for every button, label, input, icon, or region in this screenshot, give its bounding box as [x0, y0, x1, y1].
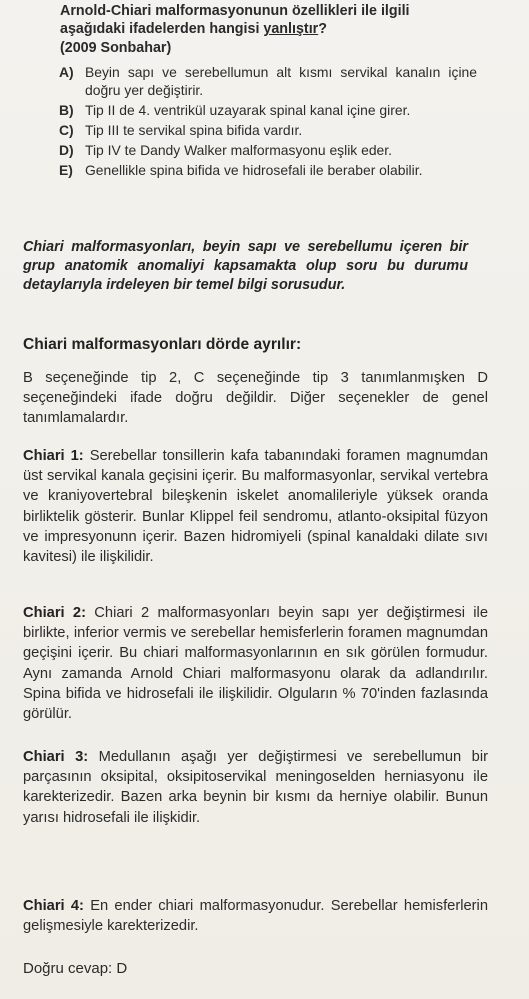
option-d	[59, 141, 477, 159]
question-mark: ?	[318, 21, 327, 37]
chiari-3-paragraph	[23, 747, 488, 828]
chiari-4-text: En ender chiari malformasyonudur. Serebellar hemisferlerin gelişmesiyle karekterizedir.	[23, 898, 488, 935]
question-stem: Arnold-Chiari malformasyonunun özellikleri ile ilgili aşağıdaki ifadelerden hangisi	[60, 3, 410, 37]
option-e	[59, 161, 477, 179]
option-letter: D)	[59, 142, 74, 158]
option-letter: C)	[59, 122, 74, 138]
option-text: Tip II de 4. ventrikül uzayarak spinal kanal içine girer.	[85, 102, 411, 118]
chiari-3-text: Medullanın aşağı yer değiştirmesi ve serebellumun bir parçasının oksipital, oksipitoservikal meningoselden herniasyonu ile karekterizedir. Bazen arka beynin bir kısmı da herniye olabilir. Bunun yarısı hidrosefali ile ilişkidir.	[23, 749, 488, 826]
question-text	[60, 2, 475, 38]
option-letter: B)	[59, 102, 74, 118]
option-text: Beyin sapı ve serebellumun alt kısmı servikal kanalın içine doğru yer değiştirir.	[85, 64, 477, 98]
chiari-2-text: Chiari 2 malformasyonları beyin sapı yer değiştirmesi ile birlikte, inferior vermis ve serebellar hemisferlerin foramen magnumdan geçişini içerir. Bu chiari malformasyonlarının en sık görülen formudur. Aynı zamanda Arnold Chiari malformasyonu olarak da adlandırılır. Spina bifida ve hidrosefali ile ilişkilidir. Olguların % 70'inden fazlasında görülür.	[23, 605, 488, 723]
option-text: Tip III te servikal spina bifida vardır.	[85, 122, 303, 138]
option-letter: E)	[59, 162, 73, 178]
bleed-through-text	[8, 5, 56, 125]
option-letter: A)	[59, 64, 74, 80]
chiari-2-paragraph	[23, 603, 488, 724]
section-title: Chiari malformasyonları dörde ayrılır:	[23, 336, 302, 353]
chiari-1-label: Chiari 1:	[23, 448, 84, 464]
option-a	[59, 63, 477, 99]
correct-answer: Doğru cevap: D	[23, 960, 128, 977]
option-b	[59, 101, 477, 119]
question-source: (2009 Sonbahar)	[60, 40, 172, 56]
chiari-4-paragraph	[23, 896, 488, 936]
option-text: Tip IV te Dandy Walker malformasyonu eşlik eder.	[85, 142, 392, 158]
intro-paragraph: Chiari malformasyonları, beyin sapı ve serebellumu içeren bir grup anatomik anomaliyi kapsamakta olup soru bu durumu detaylarıyla irdeleyen bir temel bilgi sorusudur.	[23, 239, 468, 293]
chiari-3-label: Chiari 3:	[23, 749, 89, 765]
chiari-2-label: Chiari 2:	[23, 605, 86, 621]
option-c	[59, 121, 477, 139]
question-underlined-word: yanlıştır	[263, 21, 319, 37]
option-text: Genellikle spina bifida ve hidrosefali ile beraber olabilir.	[85, 162, 423, 178]
chiari-4-label: Chiari 4:	[23, 898, 84, 914]
answer-options	[59, 63, 477, 181]
explanation-paragraph: B seçeneğinde tip 2, C seçeneğinde tip 3 tanımlanmışken D seçeneğindeki ifade doğru değildir. Diğer seçenekler de genel tanımlamalardır.	[23, 370, 488, 427]
chiari-1-paragraph	[23, 446, 488, 567]
chiari-1-text: Serebellar tonsillerin kafa tabanındaki foramen magnumdan üst servikal kanala geçisini içerir. Bu malformasyonlar, servikal vertebra ve kraniyovertebral bileşkenin iskelet anomalileriyle yüksek oranda birliktelik gösterir. Bunlar Klippel feil sendromu, atlanto-oksipital füzyon ve impresyonunn içerir. Bazen hidromiyeli (spinal kanaldaki dilate sıvı kavitesi) ile ilişkilidir.	[23, 448, 488, 566]
